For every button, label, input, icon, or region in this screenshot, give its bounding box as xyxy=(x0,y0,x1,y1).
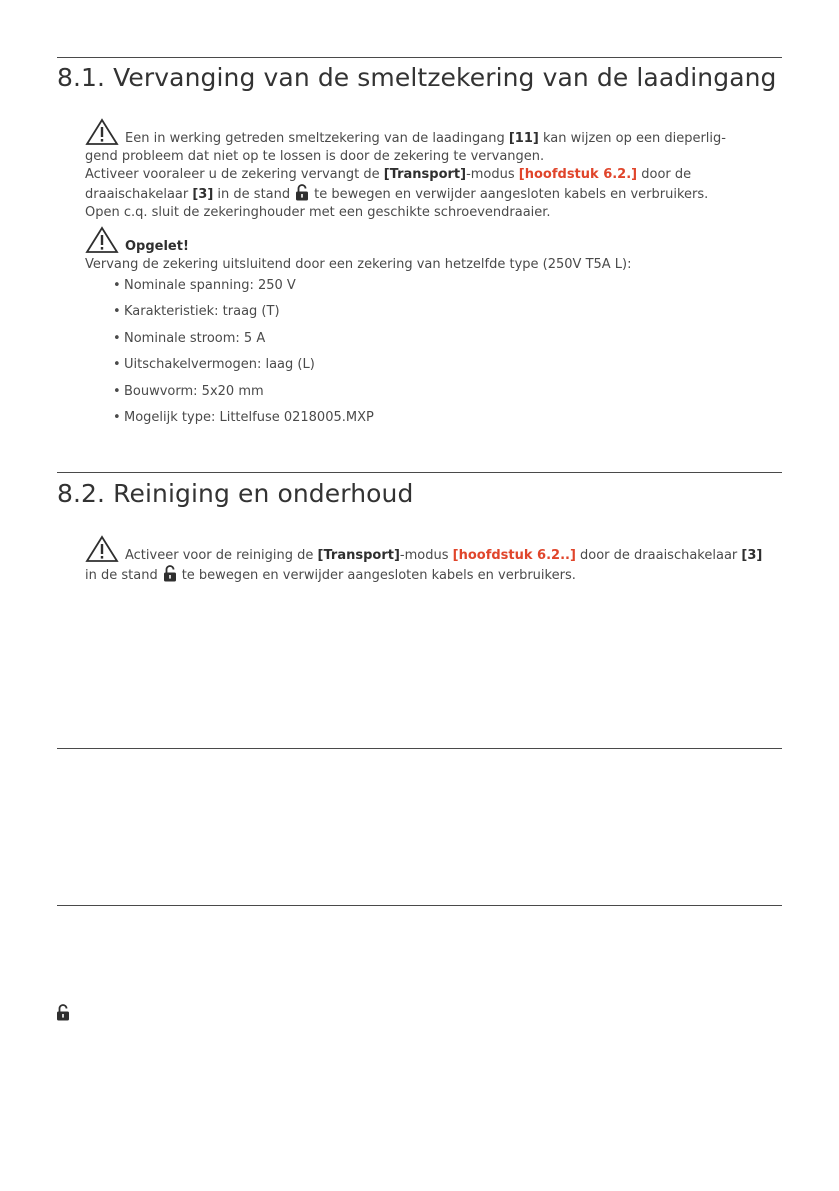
warning-triangle-icon xyxy=(85,226,119,254)
warning-text: in de stand xyxy=(213,187,291,202)
warning-text: door de draaischakelaar xyxy=(575,548,742,563)
list-item-text: Nominale stroom: 5 A xyxy=(124,330,266,346)
section-divider xyxy=(57,472,782,473)
warning-text: te bewegen en verwijder aangesloten kabels en verbruikers. xyxy=(181,568,576,583)
ref-11: [11] xyxy=(508,131,539,146)
warning-text: door de xyxy=(637,167,692,182)
section-divider xyxy=(57,905,782,906)
ref-3: [3] xyxy=(192,187,214,202)
list-item: • Nominale stroom: 5 A xyxy=(113,330,266,346)
chapter-link[interactable]: [hoofdstuk 6.2.] xyxy=(518,167,638,182)
section-title-8-2: 8.2. Reiniging en onderhoud xyxy=(57,479,414,508)
caution-title: Opgelet! xyxy=(125,239,189,254)
lock-open-icon xyxy=(295,184,309,201)
lock-open-icon xyxy=(163,565,177,582)
ref-3: [3] xyxy=(741,548,763,563)
warning-text: -modus xyxy=(466,167,519,182)
list-item: • Karakteristiek: traag (T) xyxy=(113,304,280,320)
list-item: • Bouwvorm: 5x20 mm xyxy=(113,383,264,399)
caution-text: Vervang de zekering uitsluitend door een zekering van hetzelfde type (250V T5A L): xyxy=(85,257,632,272)
list-item: • Uitschakelvermogen: laag (L) xyxy=(113,357,315,373)
fuse-spec-list xyxy=(113,277,374,435)
list-item-text: Uitschakelvermogen: laag (L) xyxy=(124,357,315,373)
transport-mode-ref: [Transport] xyxy=(383,167,467,182)
warning-triangle-icon xyxy=(85,535,119,563)
warning-text: draaischakelaar xyxy=(85,187,193,202)
warning-text: te bewegen en verwijder aangesloten kabels en verbruikers. xyxy=(314,187,709,202)
list-item-text: Karakteristiek: traag (T) xyxy=(124,304,280,320)
lock-open-icon xyxy=(56,1004,70,1021)
warning-text: Activeer voor de reiniging de xyxy=(125,548,318,563)
warning-triangle-icon xyxy=(85,118,119,146)
warning-text: Een in werking getreden smeltzekering van de laadingang xyxy=(125,131,509,146)
chapter-link[interactable]: [hoofdstuk 6.2..] xyxy=(452,548,576,563)
section-divider xyxy=(57,57,782,58)
transport-mode-ref: [Transport] xyxy=(317,548,400,563)
warning-text: gend probleem dat niet op te lossen is door de zekering te vervangen. xyxy=(85,149,545,164)
list-item-text: Nominale spanning: 250 V xyxy=(124,278,296,293)
list-item: • Nominale spanning: 250 V xyxy=(113,278,296,293)
warning-text: kan wijzen op een dieperlig- xyxy=(538,131,726,146)
section-divider xyxy=(57,748,782,749)
list-item-text: Bouwvorm: 5x20 mm xyxy=(124,383,264,399)
warning-text: -modus xyxy=(399,548,453,563)
warning-text: in de stand xyxy=(85,568,158,583)
warning-block-cleaning xyxy=(85,535,785,585)
section-title-8-1: 8.1. Vervanging van de smeltzekering van de laadingang xyxy=(57,63,777,92)
list-item-text: Mogelijk type: Littelfuse 0218005.MXP xyxy=(124,409,374,425)
caution-block xyxy=(85,226,785,274)
warning-text: Activeer vooraleer u de zekering vervangt de xyxy=(85,167,384,182)
warning-text: Open c.q. sluit de zekeringhouder met een geschikte schroevendraaier. xyxy=(85,205,551,220)
list-item: • Mogelijk type: Littelfuse 0218005.MXP xyxy=(113,409,374,425)
warning-block-fuse xyxy=(85,118,785,222)
